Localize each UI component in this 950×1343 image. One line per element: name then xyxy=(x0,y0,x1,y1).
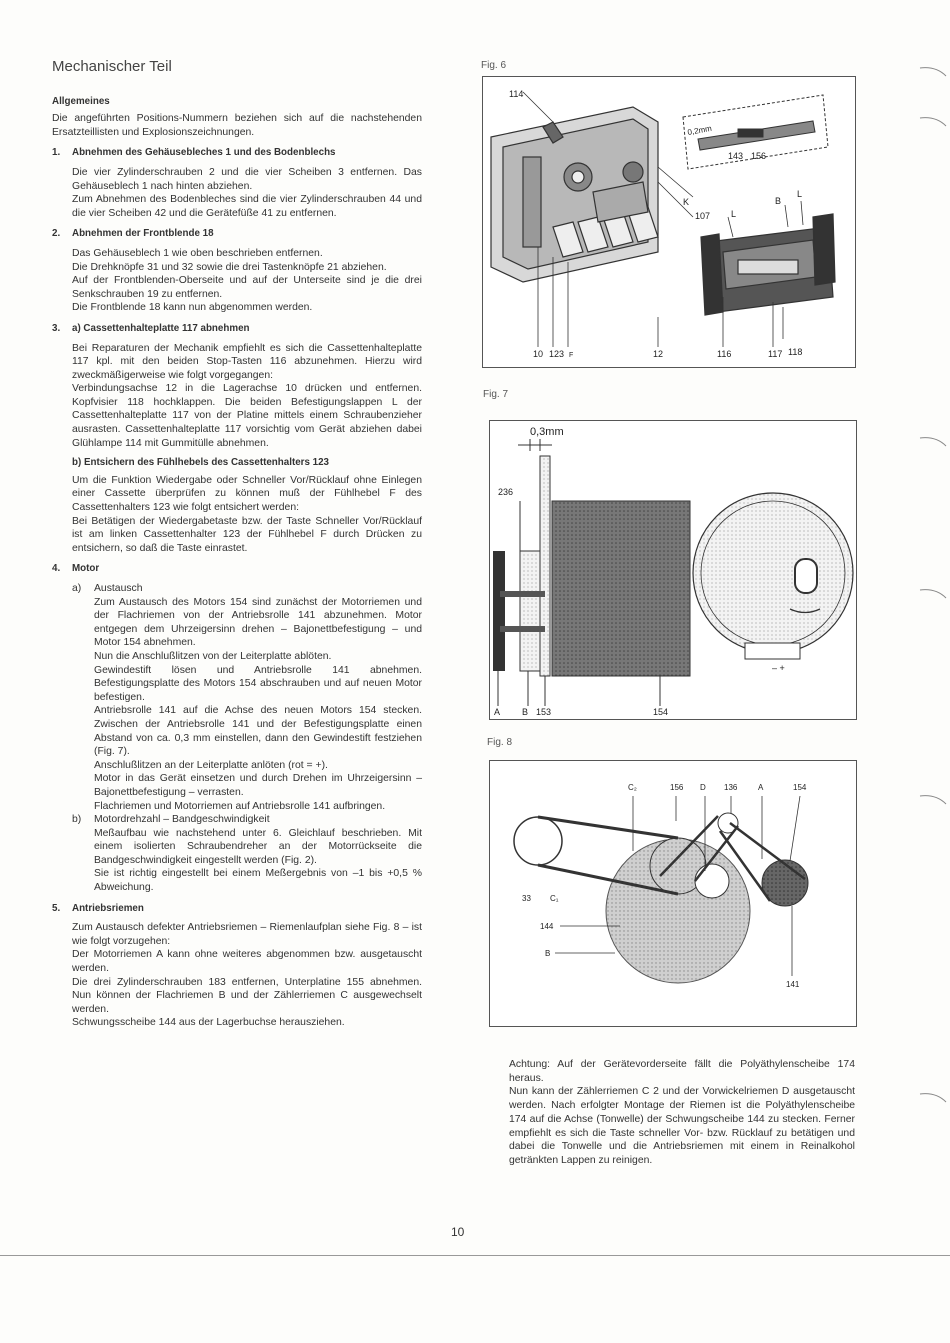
section-3-para: Verbindungsachse 12 in die Lagerachse 10 drücken und entfernen. Kopfvisier 118 hochklappen. Die beiden Befestigungslappen L der Cassettenhalteplatte 117 von der Platine mittels einem Schraubenzieher ausrasten. Cassettenhalteplatte 117 vorsichtig vom Gerät abziehen dabei Glühlampe 114 mit Gummitülle abnehmen. xyxy=(72,383,422,449)
binder-mark xyxy=(918,432,948,452)
section-3b-para: Bei Betätigen der Wiedergabetaste bzw. der Taste Schneller Vor/Rücklauf ist am linken Cassettenhalter 123 der Fühlhebel F durch Drücken zu entsichern, so daß die Taste einrastet. xyxy=(72,515,422,554)
binder-mark xyxy=(918,584,948,604)
section-2-para: Das Gehäuseblech 1 wie oben beschrieben entfernen. xyxy=(72,247,323,259)
fig7-drawing xyxy=(490,421,856,719)
fig8-label: Fig. 8 xyxy=(487,737,513,748)
fig7-diagram xyxy=(489,420,857,720)
fig6-callout: 143 xyxy=(728,151,744,161)
fig7-callout: B xyxy=(522,707,529,717)
section-3 xyxy=(52,322,422,556)
fig6-callout: K xyxy=(683,197,690,207)
section-4a-para: Flachriemen und Motorriemen auf Antriebsrolle 141 aufbringen. xyxy=(94,800,386,812)
section-1-number: 1. xyxy=(52,147,61,159)
section-4a-para: Motor in das Gerät einsetzen und durch Drehen im Uhrzeigersinn – Bajonettbefestigung – verrasten. xyxy=(94,773,422,798)
fig6-callout: 156 xyxy=(751,151,767,161)
fig6-label: Fig. 6 xyxy=(481,60,507,71)
fig6-callout: 107 xyxy=(695,211,711,221)
section-4a-para: Zum Austausch des Motors 154 sind zunächst der Motorriemen und der Flachriemen von der Antriebsrolle 141 abzunehmen. Motor entgegen dem Uhrzeigersinn drehen – Bajonettbefestigung – und Motor 154 abnehmen. xyxy=(94,596,422,649)
fig7-callout: – + xyxy=(772,663,785,673)
fig8-callout: 141 xyxy=(786,980,800,989)
section-5-title: Antriebsriemen xyxy=(72,902,144,914)
section-2-title: Abnehmen der Frontblende 18 xyxy=(72,228,214,240)
fig6-callout: 114 xyxy=(509,89,524,99)
binder-mark xyxy=(918,112,948,132)
page-title: Mechanischer Teil xyxy=(52,58,172,75)
fig8-diagram xyxy=(489,760,857,1027)
section-5-number: 5. xyxy=(52,902,61,914)
allgemeines-heading: Allgemeines xyxy=(52,95,110,107)
fig7-callout: 154 xyxy=(653,707,669,717)
section-4b-label: b) xyxy=(72,814,82,826)
fig8-callout: 144 xyxy=(540,922,554,931)
section-1-para: Zum Abnehmen des Bodenbleches sind die vier Zylinderschrauben 44 und die vier Scheiben 42 und die Gerätefüße 41 zu entfernen. xyxy=(72,194,422,219)
fig8-callout: 156 xyxy=(670,783,684,792)
section-4-title: Motor xyxy=(72,563,100,575)
fig6-callout: 12 xyxy=(653,349,664,359)
fig8-callout: C₁ xyxy=(550,894,559,903)
section-4 xyxy=(52,562,422,894)
binder-mark xyxy=(918,1088,948,1108)
fig8-callout: 136 xyxy=(724,783,738,792)
fig8-callout: D xyxy=(700,783,706,792)
fig8-callout: B xyxy=(545,949,551,958)
fig6-callout: 10 xyxy=(533,349,544,359)
fig6-callout: 117 xyxy=(768,349,783,359)
footer-rule xyxy=(0,1255,950,1256)
fig8-callout: A xyxy=(758,783,764,792)
section-1-para: Die vier Zylinderschrauben 2 und die vier Scheiben 3 entfernen. Das Gehäuseblech 1 nach hinten abziehen. xyxy=(72,166,422,192)
section-5-para: Der Motorriemen A kann ohne weiteres abgenommen bzw. ausgetauscht werden. xyxy=(72,949,422,975)
section-4a-label: a) xyxy=(72,583,82,594)
fig6-callout: 123 xyxy=(549,349,565,359)
fig6-callout: F xyxy=(569,352,574,359)
section-allgemeines xyxy=(52,95,422,140)
section-5 xyxy=(52,902,422,1030)
section-1 xyxy=(52,146,422,220)
section-3-para: Bei Reparaturen der Mechanik empfiehlt es sich die Cassettenhalteplatte 117 kpl. mit den beiden Stop-Tasten 116 abzunehmen. Hierzu wird zweckmäßigerweise wie folgt vorgegangen: xyxy=(72,342,422,381)
fig7-callout: A xyxy=(494,707,501,717)
fig6-drawing xyxy=(483,77,855,367)
section-4-number: 4. xyxy=(52,563,61,575)
section-4a-title: Austausch xyxy=(94,583,143,594)
fig8-callout: 154 xyxy=(793,783,807,792)
fig6-callout: 116 xyxy=(717,349,732,359)
section-4b-para: Meßaufbau wie nachstehend unter 6. Gleichlauf beschrieben. Mit einem isolierten Schraubendreher an der Motorrückseite die Bandgeschwindigkeit eingestellt werden (Fig. 2). xyxy=(94,827,422,866)
left-column xyxy=(52,60,422,1037)
fig6-callout: 118 xyxy=(788,347,803,357)
section-3-title: a) Cassettenhalteplatte 117 abnehmen xyxy=(72,322,250,334)
fig8-drawing xyxy=(490,761,856,1026)
allgemeines-text: Die angeführten Positions-Nummern beziehen sich auf die nachstehenden Ersatzteillisten und Explosionszeichnungen. xyxy=(52,113,422,138)
right-para: Achtung: Auf der Gerätevorderseite fällt die Polyäthylenscheibe 174 heraus. xyxy=(509,1059,855,1084)
section-5-para: Schwungsscheibe 144 aus der Lagerbuchse herausziehen. xyxy=(72,1017,345,1029)
fig6-callout: L xyxy=(731,209,737,219)
section-5-para: Die drei Zylinderschrauben 183 entfernen, Unterplatine 155 abnehmen. Nun können der Flachriemen B und der Zählerriemen C ausgewechselt werden. xyxy=(72,976,422,1015)
section-2-para: Auf der Frontblenden-Oberseite und auf der Unterseite sind je die drei Senkschrauben 19 zu entfernen. xyxy=(72,275,422,300)
section-2 xyxy=(52,227,422,315)
page-number: 10 xyxy=(451,1225,465,1239)
fig7-callout: 153 xyxy=(536,707,552,717)
binder-mark xyxy=(918,62,948,82)
section-4b-title: Motordrehzahl – Bandgeschwindigkeit xyxy=(94,814,270,826)
fig8-callout: 33 xyxy=(522,894,531,903)
section-4a-para: Nun die Anschlußlitzen von der Leiterplatte ablöten. xyxy=(94,650,332,662)
fig6-callout: L xyxy=(797,189,803,199)
section-3b-title: b) Entsichern des Fühlhebels des Cassettenhalters 123 xyxy=(72,457,329,469)
section-2-number: 2. xyxy=(52,228,61,240)
right-column-text xyxy=(509,1058,855,1168)
section-3-number: 3. xyxy=(52,322,61,334)
fig7-label: Fig. 7 xyxy=(483,389,509,400)
fig6-diagram xyxy=(482,76,856,368)
fig6-callout: B xyxy=(775,196,782,206)
section-1-title: Abnehmen des Gehäusebleches 1 und des Bodenblechs xyxy=(72,147,336,159)
binder-mark xyxy=(918,790,948,810)
right-para: Nun kann der Zählerriemen C 2 und der Vorwickelriemen D ausgetauscht werden. Nach erfolgter Montage der Riemen ist die Polyäthylenscheibe 174 auf die Achse (Tonwelle) der Schwungscheibe 144 zu stecken. Ferner empfiehlt es sich die Taste schneller Vor- bzw. Rücklauf zu betätigen und dabei die Tonwelle und die Antriebsriemen mit einem in Reinalkohol getränkten Lappen zu reinigen. xyxy=(509,1086,855,1166)
section-4b-para: Sie ist richtig eingestellt bei einem Meßergebnis von –1 bis +0,5 % Abweichung. xyxy=(94,868,422,894)
section-3b-para: Um die Funktion Wiedergabe oder Schneller Vor/Rücklauf ohne Einlegen einer Cassette überprüfen zu können muß der Fühlhebel F des Cassettenhalters 123 wie folgt entsichert werden: xyxy=(72,474,422,514)
section-5-para: Zum Austausch defekter Antriebsriemen – Riemenlaufplan siehe Fig. 8 – ist wie folgt vorzugehen: xyxy=(72,922,422,947)
fig7-callout: 0,3mm xyxy=(530,426,564,438)
section-2-para: Die Frontblende 18 kann nun abgenommen werden. xyxy=(72,302,313,314)
section-4a-para: Gewindestift lösen und Antriebsrolle 141 abnehmen. Befestigungsplatte des Motors 154 abschrauben und auf neuen Motor befestigen. xyxy=(94,664,422,703)
section-4a-para: Anschlußlitzen an der Leiterplatte anlöten (rot = +). xyxy=(94,759,328,771)
fig7-callout: 236 xyxy=(498,487,514,497)
section-4a-para: Antriebsrolle 141 auf die Achse des neuen Motors 154 stecken. Zwischen der Antriebsrolle 141 und der Befestigungsplatte einen Abstand von ca. 0,3 mm einstellen, dann den Gewindestift festziehen (Fig. 7). xyxy=(94,705,422,758)
fig6-callout: 0,2mm xyxy=(686,123,713,137)
fig8-callout: C₂ xyxy=(628,783,637,792)
section-2-para: Die Drehknöpfe 31 und 32 sowie die drei Tastenknöpfe 21 abziehen. xyxy=(72,261,387,273)
